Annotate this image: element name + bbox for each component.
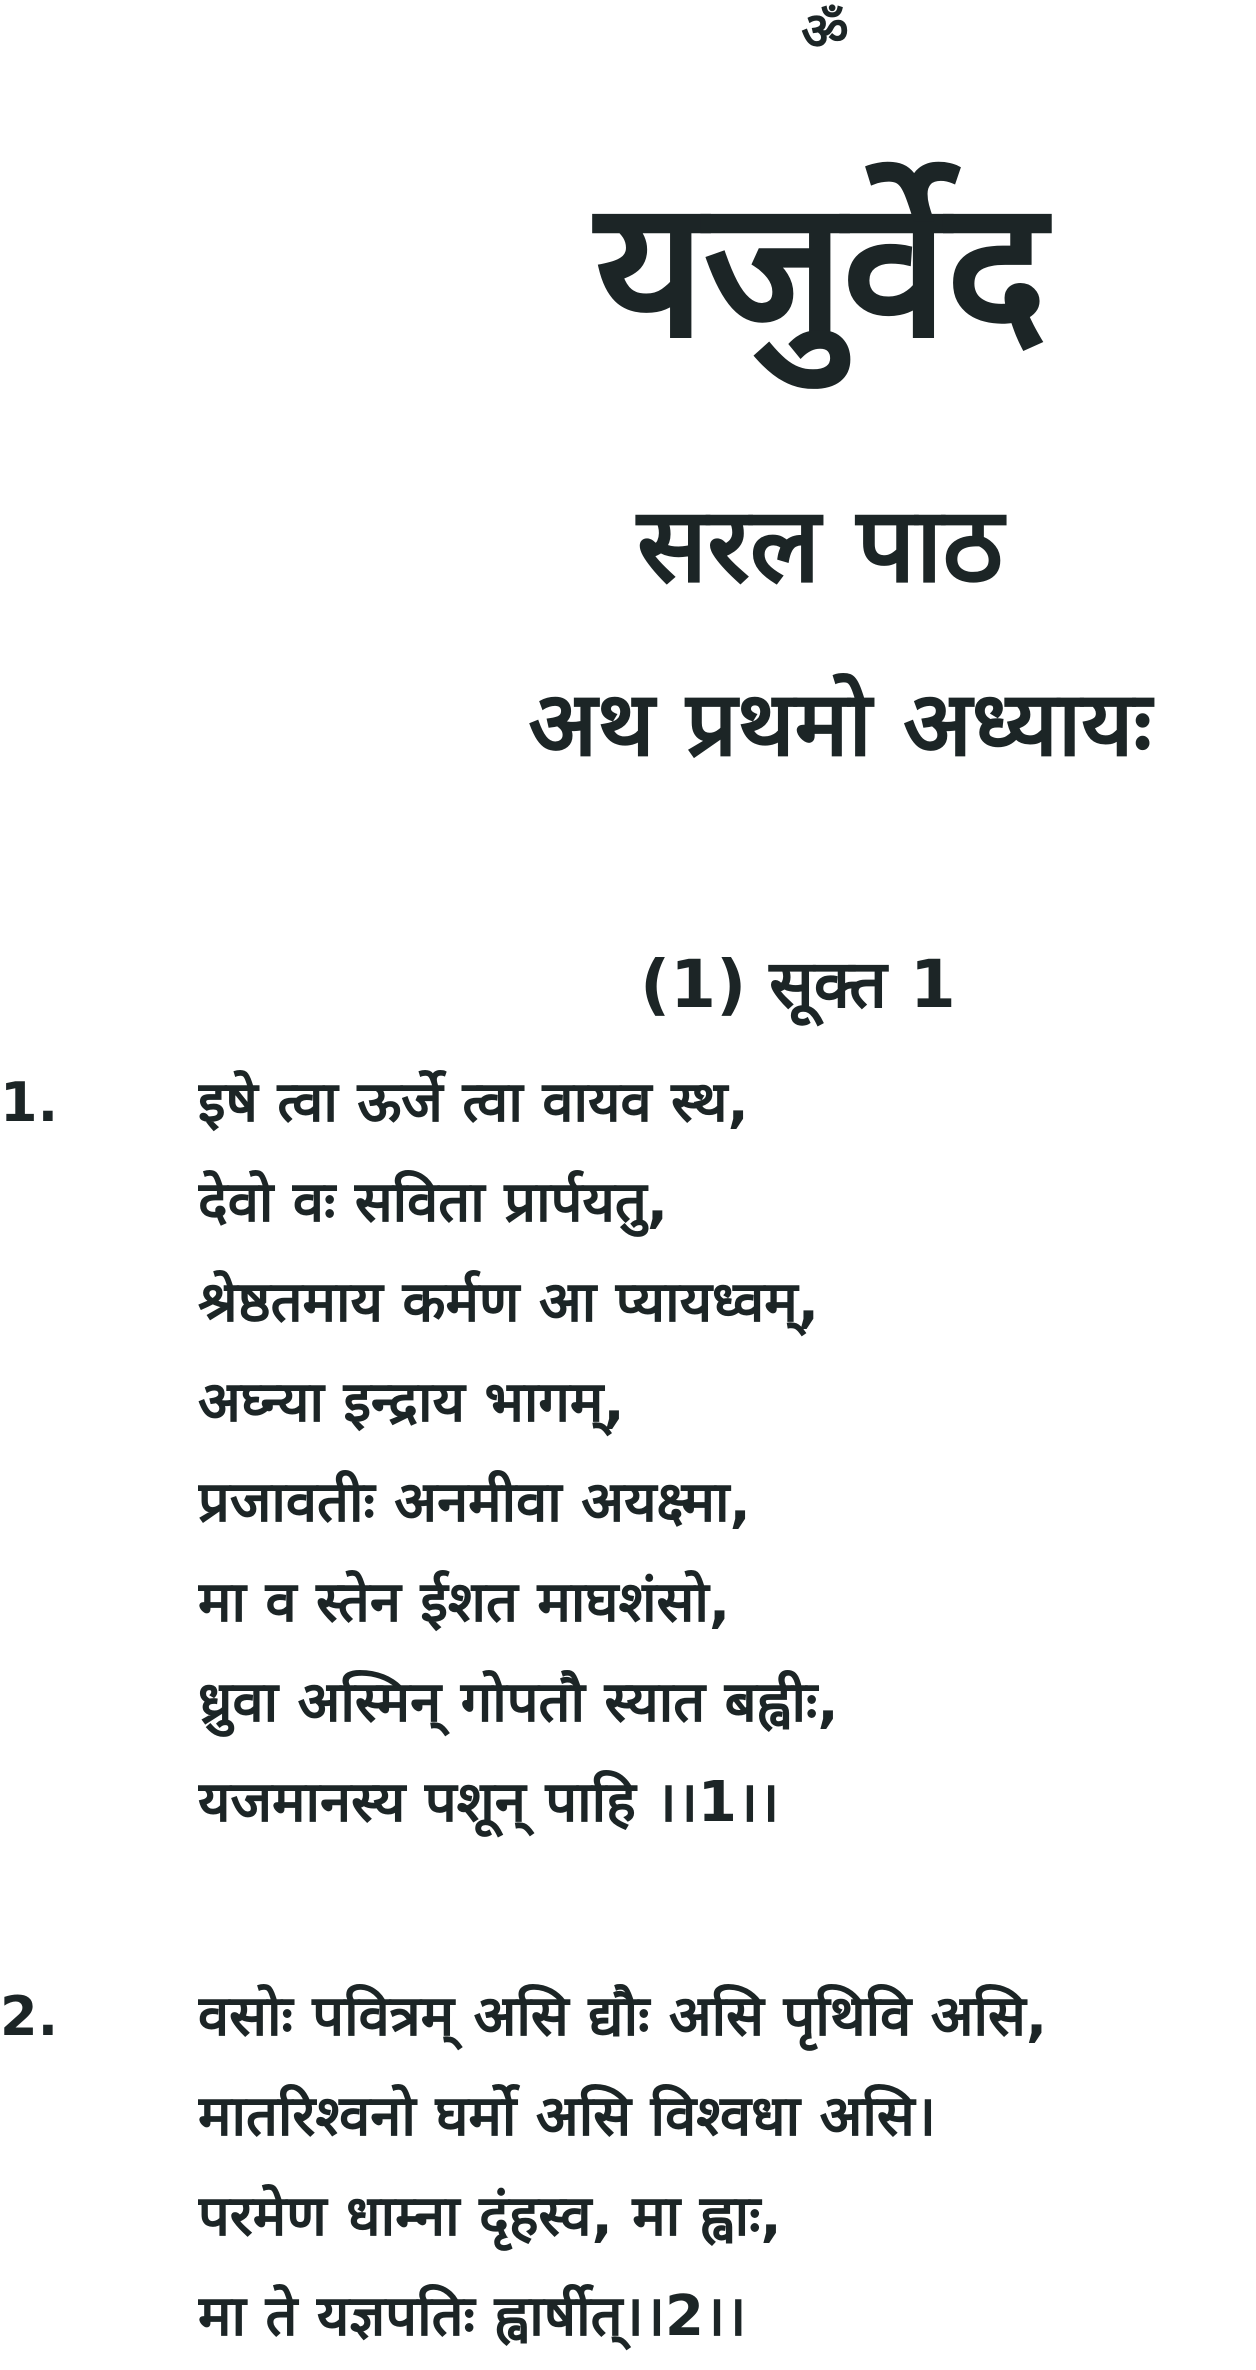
page-title: यजुर्वेद [595, 159, 1045, 380]
verse-line: परमेण धाम्ना दृंहस्व, मा ह्वाः, [198, 2184, 782, 2249]
verse-line: मा व स्तेन ईशत माघशंसो, [198, 1570, 731, 1635]
page-subtitle: सरल पाठ [637, 484, 1003, 606]
verse-line: यजमानस्य पशून् पाहि ।।1।। [198, 1770, 780, 1835]
verse-line: इषे त्वा ऊर्जे त्वा वायव स्थ, [198, 1070, 749, 1135]
verse-line: प्रजावतीः अनमीवा अयक्ष्मा, [198, 1470, 751, 1535]
verse-number: 1. [0, 1071, 59, 1134]
verse-lines [198, 1967, 1256, 2367]
verse-line: ध्रुवा अस्मिन् गोपतौ स्यात बह्वीः, [198, 1670, 839, 1735]
verse-line: देवो वः सविता प्रार्पयतु, [198, 1170, 669, 1235]
verse-number: 2. [0, 1985, 59, 2048]
verse-lines [198, 1053, 1256, 1853]
verse-line: श्रेष्ठतमाय कर्मण आ प्यायध्वम्, [198, 1270, 820, 1335]
verse-line: मा ते यज्ञपतिः ह्वार्षीत्।।2।। [198, 2284, 747, 2349]
verse-line: अघ्न्या इन्द्राय भागम्, [198, 1370, 625, 1435]
verse-line: मातरिश्वनो घर्मो असि विश्वधा असि। [198, 2084, 936, 2149]
verse-line: वसोः पवित्रम् असि द्यौः असि पृथिवि असि, [198, 1984, 1048, 2049]
om-symbol: ॐ [801, 2, 849, 62]
chapter-heading: अथ प्रथमो अध्यायः [528, 672, 1152, 777]
sukta-heading: (1) सूक्त 1 [640, 946, 956, 1023]
